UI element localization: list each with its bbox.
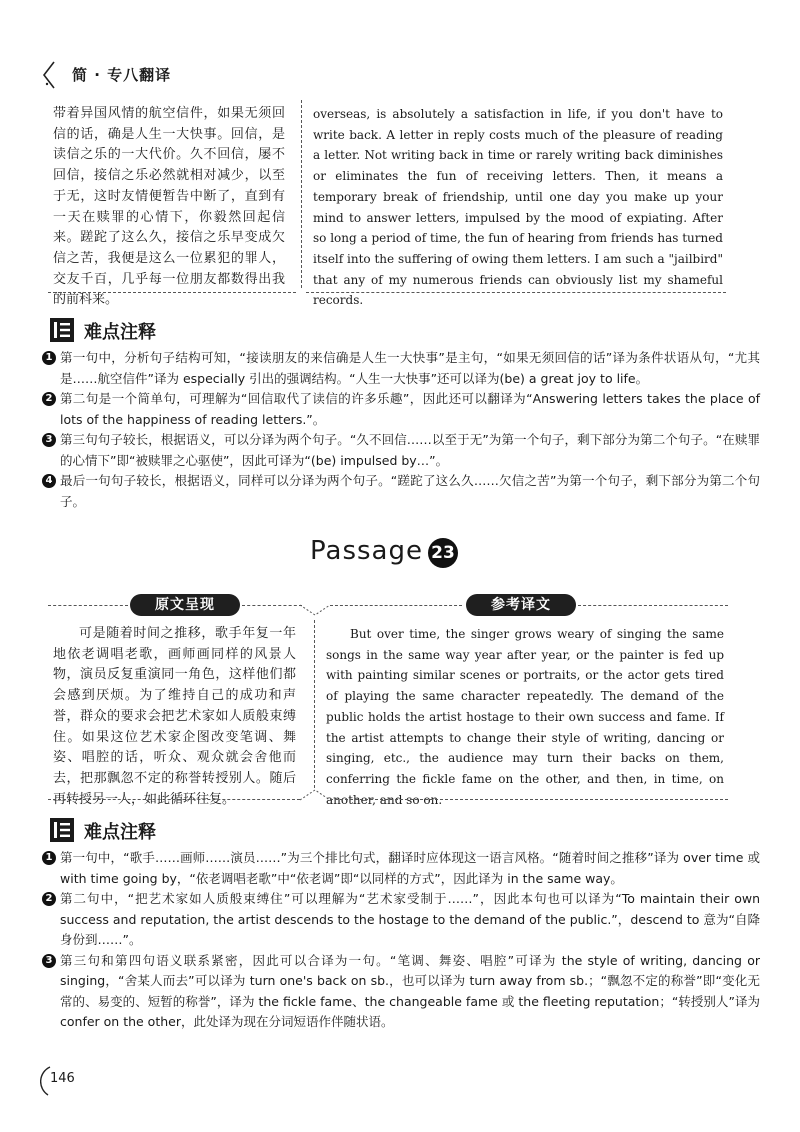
center-divider-notch (300, 603, 330, 617)
notes-title: 难点注释 (84, 822, 156, 843)
note-text: 第三句和第四句语义联系紧密，因此可以合译为一句。“笔调、舞姿、唱腔”可译为 the style of writing, dancing or singing，“舍某人而去”可以译为 turn one's back on sb.，也可以译为 turn away from sb.；“飘忽不定的称誉”即“变化无常的、易变的、短暂的称誉”，译为 the fickle fame、the changeable fame 或 the fleeting reputation；“转授别人”译为 confer on the other，此处译为现在分词短语作伴随状语。 (60, 952, 760, 1029)
note-number: 1 (42, 851, 56, 865)
notes-title: 难点注释 (84, 322, 156, 343)
notes-list (42, 348, 760, 512)
column-divider (314, 620, 315, 788)
note-number: 4 (42, 474, 56, 488)
running-header (40, 60, 760, 90)
note-number: 3 (42, 433, 56, 447)
original-text-label: 原文呈现 (130, 594, 240, 616)
passage-number-badge: 23 (428, 538, 458, 568)
note-item (42, 430, 760, 471)
label-rule-left (242, 605, 302, 606)
page-number (40, 1063, 84, 1099)
passage-title (310, 536, 510, 572)
reference-translation-label: 参考译文 (466, 594, 576, 616)
note-number: 1 (42, 351, 56, 365)
passage-body (48, 620, 753, 807)
note-item (42, 348, 760, 389)
continued-chinese-text: 带着异国风情的航空信件，如果无须回信的话，确是人生一大快事。回信，是读信之乐的一大代价。久不回信，屡不回信，接信之乐必然就相对减少，以至于无，这时友情便暂告中断了，直到有一天在赎罪的心情下，你毅然回起信来。蹉跎了这么久，接信之乐早变成欠信之苦，我便是这么一位累犯的罪人，交友千百，几乎每一位朋友都数得出我的前科来。 (53, 106, 285, 308)
label-rule-left (48, 605, 128, 606)
block-bottom-rule (48, 292, 296, 293)
notes-icon (50, 818, 74, 842)
reference-english-text: But over time, the singer grows weary of singing the same songs in the same way year after year, or the painter is fed up with painting similar scenes or portraits, or the actor gets tired of playing the same character repeatedly. The demand of the public holds the artist hostage to their own success and fame. If the artist attempts to change their style of writing, dancing or singing, etc., the audience may turn their backs on them, conferring the fickle fame on the other, and then, in time, on another, and so on. (326, 627, 724, 807)
column-divider (301, 100, 302, 288)
note-item (42, 848, 760, 889)
notes-list (42, 848, 760, 1033)
passage-word: Passage (310, 536, 423, 566)
note-item (42, 951, 760, 1033)
note-text: 第二句是一个简单句，可理解为“回信取代了读信的许多乐趣”，因此还可以翻译为“Answering letters takes the place of lots of the happiness of reading letters.”。 (60, 391, 760, 427)
center-divider-notch (300, 788, 330, 802)
block-bottom-rule (48, 799, 300, 800)
note-text: 第一句中，分析句子结构可知，“接读朋友的来信确是人生一大快事”是主句，“如果无须回信的话”译为条件状语从句，“尤其是……航空信件”译为 especially 引出的强调结构。“人生一大快事”还可以译为(be) a great joy to life。 (60, 350, 760, 386)
note-number: 3 (42, 954, 56, 968)
note-text: 最后一句句子较长，根据语义，同样可以分译为两个句子。“蹉跎了这么久……欠信之苦”为第一个句子，剩下部分为第二个句子。 (60, 473, 760, 509)
header-title: 简 · 专八翻译 (72, 66, 172, 84)
continued-passage (48, 100, 753, 308)
note-text: 第一句中，“歌手……画师……演员……”为三个排比句式，翻译时应体现这一语言风格。“随着时间之推移”译为 over time 或 with time going by，“依老调唱老歌”中“依老调”即“以同样的方式”，因此译为 in the same way。 (60, 850, 760, 886)
note-text: 第三句句子较长，根据语义，可以分译为两个句子。“久不回信……以至于无”为第一个句子，剩下部分为第二个句子。“在赎罪的心情下”即“被赎罪之心驱使”，因此可译为“(be) impulsed by…”。 (60, 432, 760, 468)
note-item (42, 389, 760, 430)
continued-english-text: overseas, is absolutely a satisfaction in life, if you don't have to write back. A letter in reply costs much of the pleasure of reading a letter. Not writing back in time or rarely writing back diminishes or eliminates the fun of receiving letters. Then, it means a temporary break of friendship, until one day you make up your mind to answer letters, impulsed by the mood of expiating. After so long a period of time, the fun of hearing from friends has turned itself into the suffering of owing them letters. I am such a "jailbird" that any of my numerous friends can obviously list my shameful records. (313, 107, 723, 308)
block-bottom-rule (330, 799, 728, 800)
page-number-text: 146 (50, 1071, 75, 1086)
label-rule-right (330, 605, 462, 606)
note-number: 2 (42, 892, 56, 906)
notes-icon (50, 318, 74, 342)
note-number: 2 (42, 392, 56, 406)
note-text: 第二句中，“把艺术家如人质般束缚住”可以理解为“艺术家受制于……”，因此本句也可以译为“To maintain their own success and reputation, the artist descends to the hostage to the demand of the public.”，descend to 意为“自降身份到……”。 (60, 891, 760, 947)
original-chinese-text: 可是随着时间之推移，歌手年复一年地依老调唱老歌，画师画同样的风景人物，演员反复重演同一角色，这样他们都会感到厌烦。为了维持自己的成功和声誉，群众的要求会把艺术家如人质般束缚住。如果这位艺术家企图改变笔调、舞姿、唱腔的话，听众、观众就会舍他而去，把那飘忽不定的称誉转授别人。随后再转授另一人，如此循环往复。 (53, 626, 296, 807)
label-rule-right (578, 605, 728, 606)
note-item (42, 471, 760, 512)
note-item (42, 889, 760, 951)
